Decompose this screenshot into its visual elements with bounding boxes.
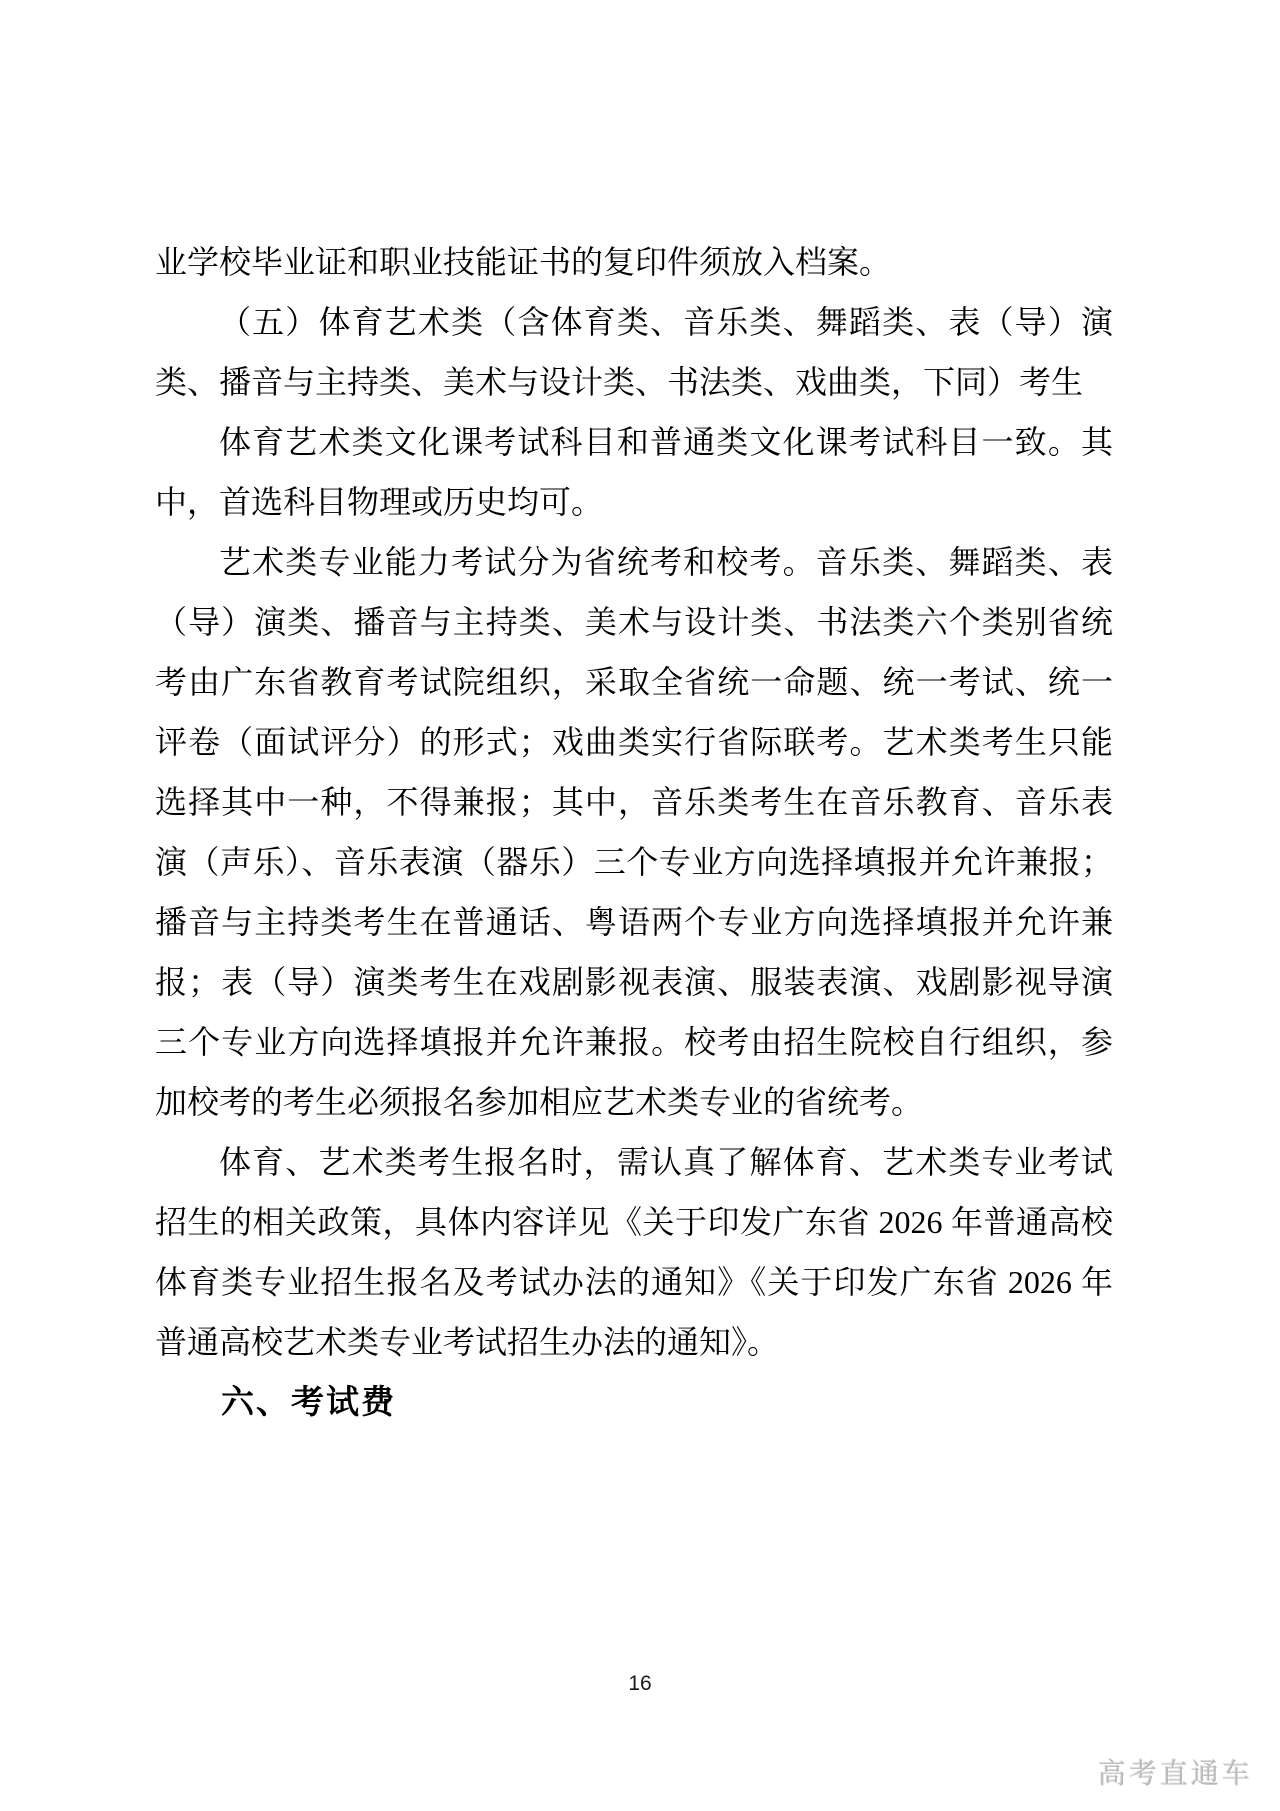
document-body: [155, 232, 1113, 1432]
page-number: 16: [628, 1672, 652, 1695]
paragraph: 艺术类专业能力考试分为省统考和校考。音乐类、舞蹈类、表（导）演类、播音与主持类、美术与设计类、书法类六个类别省统考由广东省教育考试院组织，采取全省统一命题、统一考试、统一评卷（面试评分）的形式；戏曲类实行省际联考。艺术类考生只能选择其中一种，不得兼报；其中，音乐类考生在音乐教育、音乐表演（声乐）、音乐表演（器乐）三个专业方向选择填报并允许兼报；播音与主持类考生在普通话、粤语两个专业方向选择填报并允许兼报；表（导）演类考生在戏剧影视表演、服装表演、戏剧影视导演三个专业方向选择填报并允许兼报。校考由招生院校自行组织，参加校考的考生必须报名参加相应艺术类专业的省统考。: [155, 544, 1113, 1120]
paragraph: 业学校毕业证和职业技能证书的复印件须放入档案。: [155, 244, 892, 280]
section-heading: 六、考试费: [221, 1383, 396, 1420]
watermark-gaokao-zhitongche: 高考直通车: [1097, 1758, 1253, 1789]
paragraph: 体育、艺术类考生报名时，需认真了解体育、艺术类专业考试招生的相关政策，具体内容详见《关于印发广东省 2026 年普通高校体育类专业招生报名及考试办法的通知》《关于印发广东省 2026 年普通高校艺术类专业考试招生办法的通知》。: [155, 1144, 1113, 1360]
paragraph: （五）体育艺术类（含体育类、音乐类、舞蹈类、表（导）演类、播音与主持类、美术与设计类、书法类、戏曲类，下同）考生: [155, 304, 1113, 400]
paragraph: 体育艺术类文化课考试科目和普通类文化课考试科目一致。其中，首选科目物理或历史均可。: [155, 424, 1113, 520]
